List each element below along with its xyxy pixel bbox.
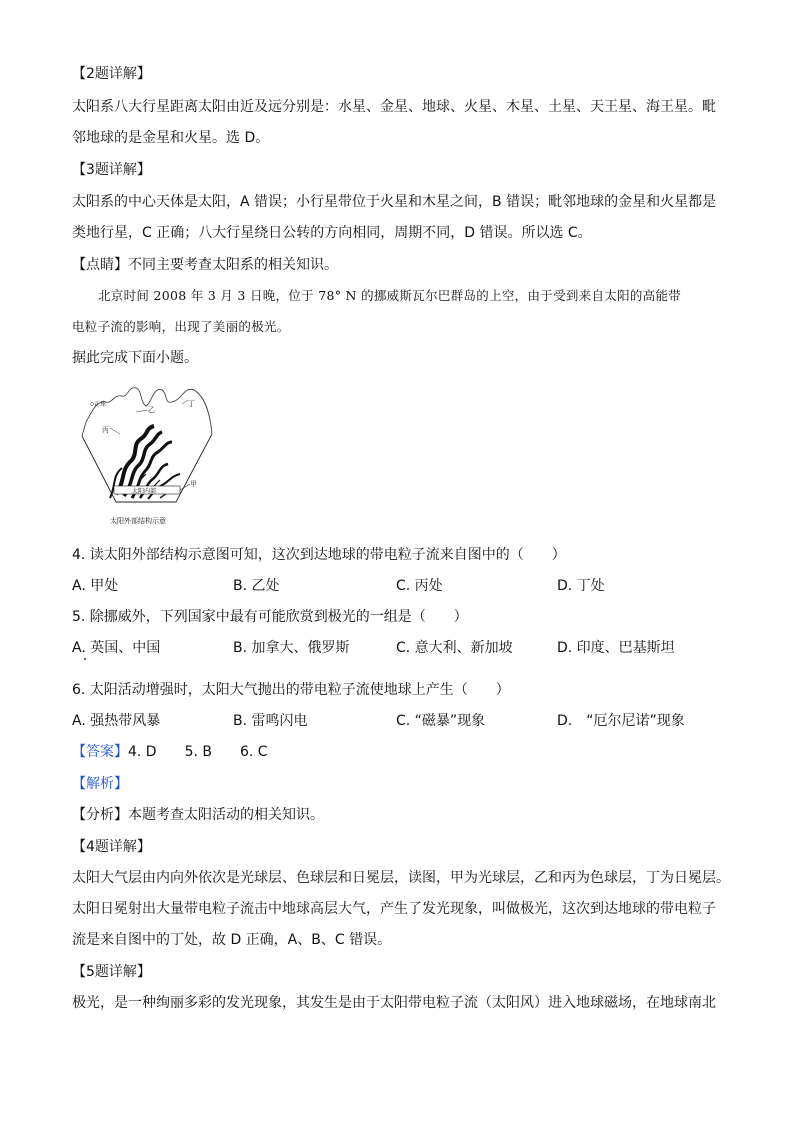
section2-line2: 邻地球的是金星和火星。选 D。 — [72, 130, 270, 146]
q6-option-c: C. “磁暴”现象 — [396, 713, 486, 729]
section3-line2: 类地行星，C 正确；八大行星绕日公转的方向相同，周期不同，D 错误。所以选 C。 — [72, 225, 592, 241]
section4-line3: 流是来自图中的丁处，故 D 正确，A、B、C 错误。 — [72, 932, 392, 948]
instruction-text: 据此完成下面小题。 — [72, 350, 198, 366]
section5-heading: 【5题详解】 — [72, 964, 151, 980]
figure-label-c: 丙 — [102, 426, 109, 434]
figure-caption: 太阳外部结构示意 — [110, 517, 166, 525]
section3-line1: 太阳系的中心天体是太阳，A 错误；小行星带位于火星和木星之间，B 错误；毗邻地球的金星和火星都是 — [72, 194, 717, 210]
q4-option-a: A. 甲处 — [72, 578, 119, 594]
figure-label-d: 丁 — [188, 400, 195, 408]
q4-stem: 4. 读太阳外部结构示意图可知，这次到达地球的带电粒子流来自图中的（ ） — [72, 547, 566, 563]
section2-line1: 太阳系八大行星距离太阳由近及远分别是：水星、金星、地球、火星、木星、土星、天王星、海王星。毗 — [72, 99, 716, 115]
q6-option-d: D. “厄尔尼诺”现象 — [557, 713, 685, 729]
sun-structure-figure — [76, 382, 216, 530]
q4-option-c: C. 丙处 — [396, 578, 443, 594]
q6-option-a: A. 强热带风暴 — [72, 713, 161, 729]
section4-line1: 太阳大气层由内向外依次是光球层、色球层和日冕层，读图，甲为光球层，乙和丙为色球层，丁为日冕层。 — [72, 870, 730, 886]
section4-heading: 【4题详解】 — [72, 839, 151, 855]
section5-line1: 极光，是一种绚丽多彩的发光现象，其发生是由于太阳带电粒子流（太阳风）进入地球磁场，在地球南北 — [72, 995, 716, 1011]
figure-label-a: 甲 — [190, 480, 197, 488]
q5-option-a: A. 英国、中国 — [72, 640, 161, 656]
summary-text: 本题考查太阳活动的相关知识。 — [128, 807, 324, 823]
passage-line2: 电粒子流的影响，出现了美丽的极光。 — [72, 319, 290, 334]
answer-tag: 【答案】 — [72, 744, 128, 760]
review-block — [72, 255, 338, 275]
q5-option-c: C. 意大利、新加坡 — [396, 640, 513, 656]
q5-option-b: B. 加拿大、俄罗斯 — [233, 640, 350, 656]
stray-dot — [84, 658, 86, 660]
review-tag: 【点睛】 — [72, 257, 128, 273]
section2-heading: 【2题详解】 — [72, 66, 151, 82]
q5-stem: 5. 除挪威外，下列国家中最有可能欣赏到极光的一组是（ ） — [72, 609, 468, 625]
figure-label-b: 乙 — [148, 406, 155, 414]
summary-tag: 【分析】 — [72, 807, 128, 823]
figure-label-topleft: 正球 — [94, 401, 107, 408]
review-text: 不同主要考查太阳系的相关知识。 — [128, 257, 338, 273]
q6-option-b: B. 雷鸣闪电 — [233, 713, 308, 729]
passage-line1: 北京时间 2008 年 3 月 3 日晚，位于 78° N 的挪威斯瓦尔巴群岛的上空，由于受到来自太阳的高能带 — [98, 288, 682, 303]
section3-heading: 【3题详解】 — [72, 162, 151, 178]
q5-option-d: D. 印度、巴基斯坦 — [557, 640, 675, 656]
figure-label-inner: 太阳内部 — [132, 488, 157, 495]
section4-line2: 太阳日冕射出大量带电粒子流击中地球高层大气，产生了发光现象，叫做极光，这次到达地球的带电粒子 — [72, 901, 716, 917]
q4-option-d: D. 丁处 — [557, 578, 605, 594]
analysis-tag: 【解析】 — [72, 776, 128, 792]
answer-values: 4. D 5. B 6. C — [128, 744, 268, 760]
answer-block — [72, 742, 268, 762]
q4-option-b: B. 乙处 — [233, 578, 280, 594]
q6-stem: 6. 太阳活动增强时，太阳大气抛出的带电粒子流使地球上产生（ ） — [72, 682, 510, 698]
summary-block — [72, 805, 324, 825]
